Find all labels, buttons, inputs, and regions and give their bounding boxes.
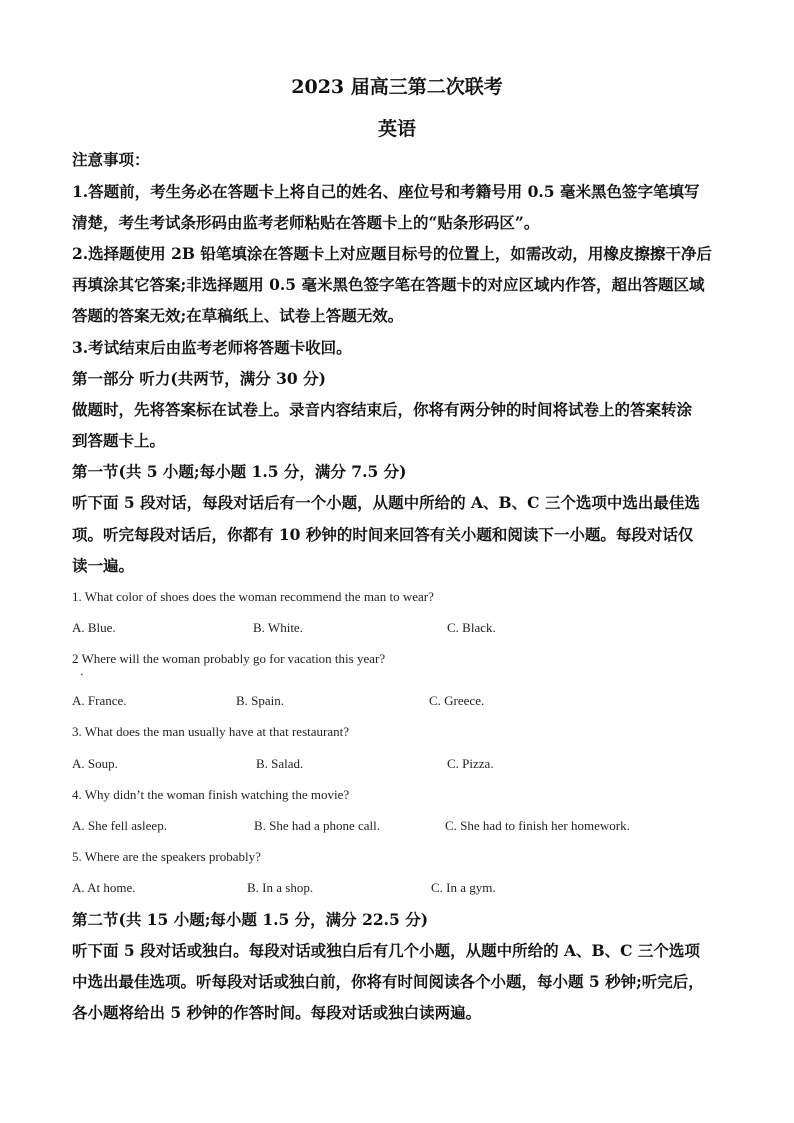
section2-intro-line: 各小题将给出 5 秒钟的作答时间。每段对话或独白读两遍。 [72,1003,482,1022]
part1-heading: 第一部分 听力(共两节，满分 30 分) [72,369,326,388]
question-stem: 5. Where are the speakers probably? [72,849,261,864]
option-c: C. Pizza. [447,756,494,771]
part1-intro-line: 做题时，先将答案标在试卷上。录音内容结束后，你将有两分钟的时间将试卷上的答案转涂 [72,400,693,419]
section1-intro-line: 项。听完每段对话后，你都有 10 秒钟的时间来回答有关小题和阅读下一小题。每段对话仅 [72,525,694,544]
notice-line: 清楚，考生考试条形码由监考老师粘贴在答题卡上的“贴条形码区”。 [72,213,540,232]
section1-intro-line: 听下面 5 段对话，每段对话后有一个小题，从题中所给的 A、B、C 三个选项中选出最佳选 [72,493,700,512]
option-a: A. Soup. [72,756,118,771]
notice-line: 1.答题前，考生务必在答题卡上将自己的姓名、座位号和考籍号用 0.5 毫米黑色签字笔填写 [72,182,700,201]
section2-intro-line: 中选出最佳选项。听每段对话或独白前，你将有时间阅读各个小题，每小题 5 秒钟;听完后， [72,972,704,991]
option-c: C. She had to finish her homework. [445,818,630,833]
option-b: B. Salad. [256,756,304,771]
section1-intro-line: 读一遍。 [72,556,135,575]
section2-intro-line: 听下面 5 段对话或独白。每段对话或独白后有几个小题，从题中所给的 A、B、C 三个选项 [72,941,700,960]
part1-intro-line: 到答题卡上。 [72,431,166,450]
option-c: C. In a gym. [431,880,496,895]
question-stem: 1. What color of shoes does the woman recommend the man to wear? [72,589,434,604]
question-stem: 4. Why didn’t the woman finish watching the movie? [72,787,350,802]
question-stem: 2 Where will the woman probably go for vacation this year? [72,651,386,666]
section1-heading: 第一节(共 5 小题;每小题 1.5 分，满分 7.5 分) [72,462,407,481]
option-b: B. In a shop. [247,880,314,895]
notice-line: 2.选择题使用 2B 铅笔填涂在答题卡上对应题目标号的位置上，如需改动，用橡皮擦擦干净后 [72,244,712,263]
exam-title: 2023 届高三第二次联考 [291,76,503,98]
option-c: C. Black. [447,620,496,635]
option-c: C. Greece. [429,693,485,708]
option-a: A. She fell asleep. [72,818,167,833]
stray-dot: • [80,672,84,679]
notice-line: 3.考试结束后由监考老师将答题卡收回。 [72,338,352,357]
option-b: B. Spain. [236,693,285,708]
option-b: B. White. [253,620,303,635]
notice-heading: 注意事项： [72,150,150,169]
notice-line: 答题的答案无效;在草稿纸上、试卷上答题无效。 [72,306,404,325]
notice-line: 再填涂其它答案;非选择题用 0.5 毫米黑色签字笔在答题卡的对应区域内作答，超出答题区域 [72,275,705,294]
option-a: A. At home. [72,880,136,895]
option-b: B. She had a phone call. [254,818,380,833]
option-a: A. Blue. [72,620,116,635]
section2-heading: 第二节(共 15 小题;每小题 1.5 分，满分 22.5 分) [72,910,429,929]
option-a: A. France. [72,693,127,708]
question-stem: 3. What does the man usually have at that restaurant? [72,724,349,739]
subject-title: 英语 [377,118,416,140]
